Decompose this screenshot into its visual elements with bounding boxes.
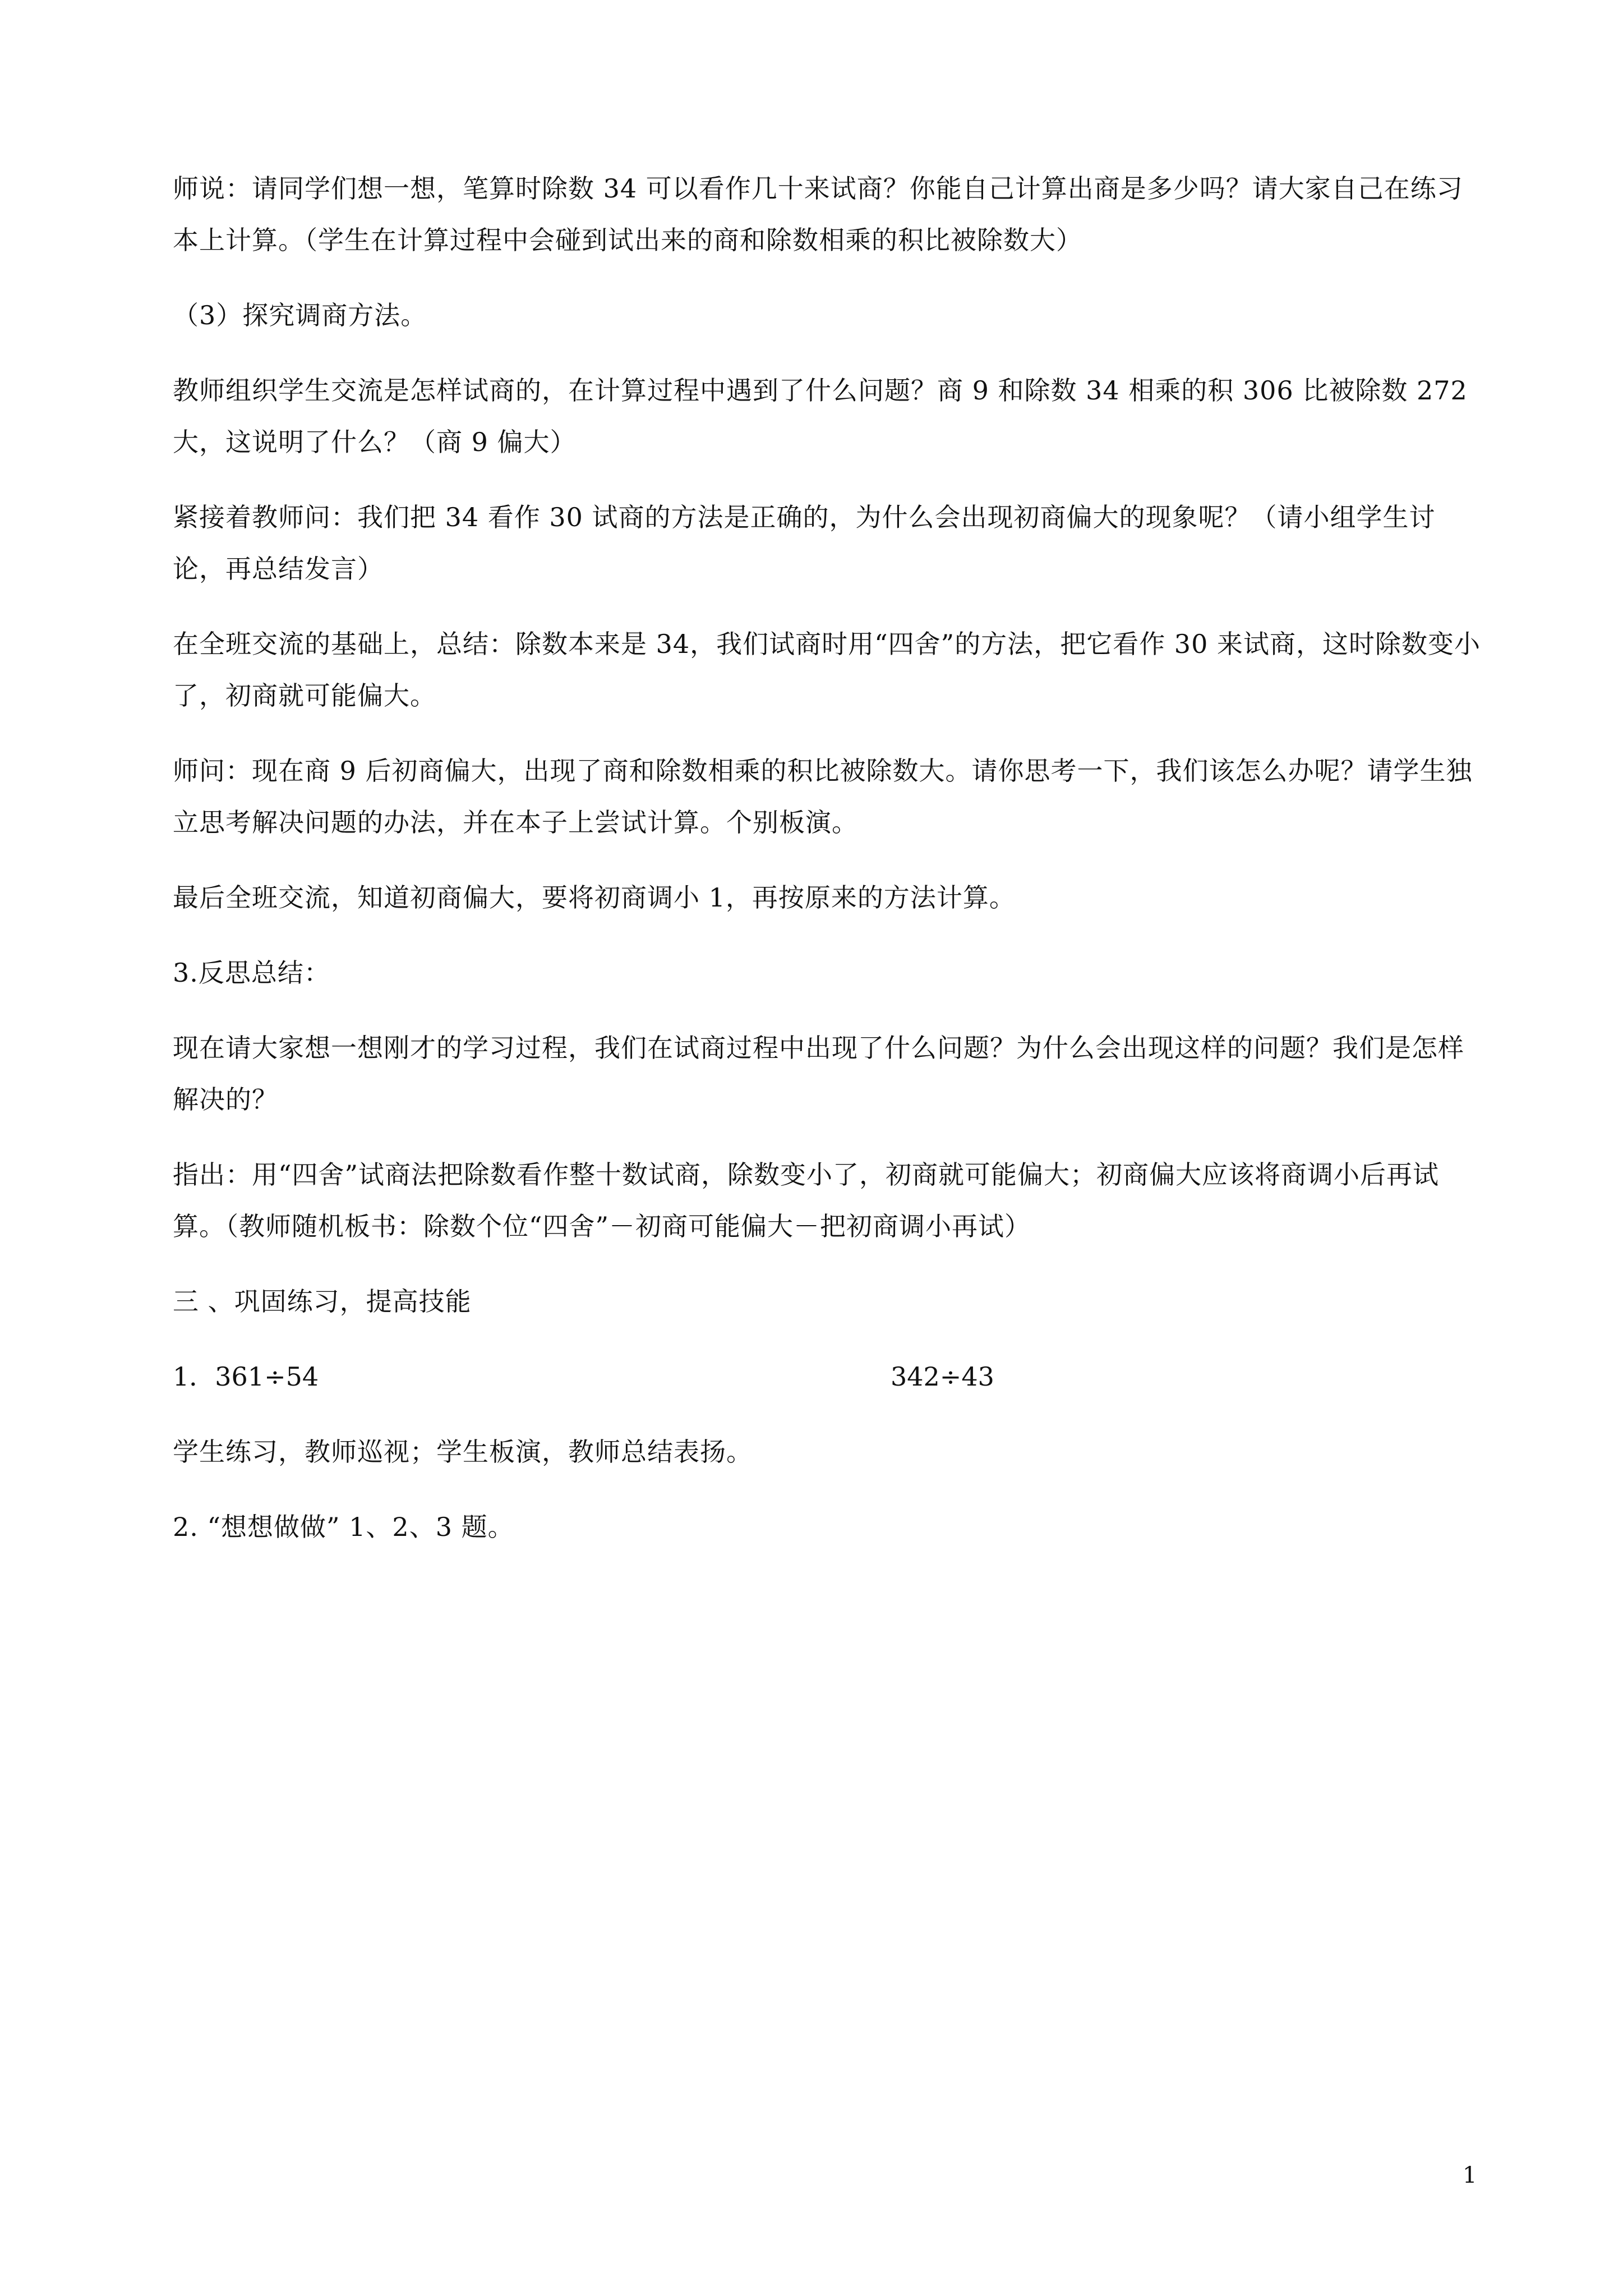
paragraph: 师问：现在商 9 后初商偏大，出现了商和除数相乘的积比被除数大。请你思考一下，我们该怎么办呢？请学生独立思考解决问题的办法，并在本子上尝试计算。个别板演。 <box>173 756 1473 838</box>
section-heading: 三 、巩固练习，提高技能 <box>173 1286 472 1317</box>
exercise-right: 342÷43 <box>891 1361 994 1392</box>
paragraph: 教师组织学生交流是怎样试商的，在计算过程中遇到了什么问题？商 9 和除数 34 相乘的积 306 比被除数 272 大，这说明了什么？（商 9 偏大） <box>173 375 1468 457</box>
exercise-left: 1．361÷54 <box>173 1361 319 1392</box>
page-number: 1 <box>1463 2162 1477 2188</box>
paragraph: 现在请大家想一想刚才的学习过程，我们在试商过程中出现了什么问题？为什么会出现这样的问题？我们是怎样解决的？ <box>173 1033 1464 1115</box>
exercise-row <box>173 1351 1488 1402</box>
paragraph: （3）探究调商方法。 <box>173 300 427 330</box>
paragraph: 师说：请同学们想一想，笔算时除数 34 可以看作几十来试商？你能自己计算出商是多少吗？请大家自己在练习本上计算。（学生在计算过程中会碰到试出来的商和除数相乘的积比被除数大） <box>173 173 1463 255</box>
section-heading: 3.反思总结： <box>173 958 330 988</box>
paragraph: 指出：用“四舍”试商法把除数看作整十数试商，除数变小了，初商就可能偏大；初商偏大应该将商调小后再试算。（教师随机板书：除数个位“四舍”－初商可能偏大－把初商调小再试） <box>173 1159 1440 1241</box>
paragraph: 紧接着教师问：我们把 34 看作 30 试商的方法是正确的，为什么会出现初商偏大的现象呢？（请小组学生讨论，再总结发言） <box>173 502 1436 584</box>
document-body <box>173 163 1488 1576</box>
paragraph: 在全班交流的基础上，总结：除数本来是 34，我们试商时用“四舍”的方法，把它看作 30 来试商，这时除数变小了，初商就可能偏大。 <box>173 629 1481 711</box>
paragraph: 2. “想想做做” 1、2、3 题。 <box>173 1512 514 1542</box>
paragraph: 学生练习，教师巡视；学生板演，教师总结表扬。 <box>173 1437 753 1467</box>
paragraph: 最后全班交流，知道初商偏大，要将初商调小 1，再按原来的方法计算。 <box>173 882 1016 913</box>
